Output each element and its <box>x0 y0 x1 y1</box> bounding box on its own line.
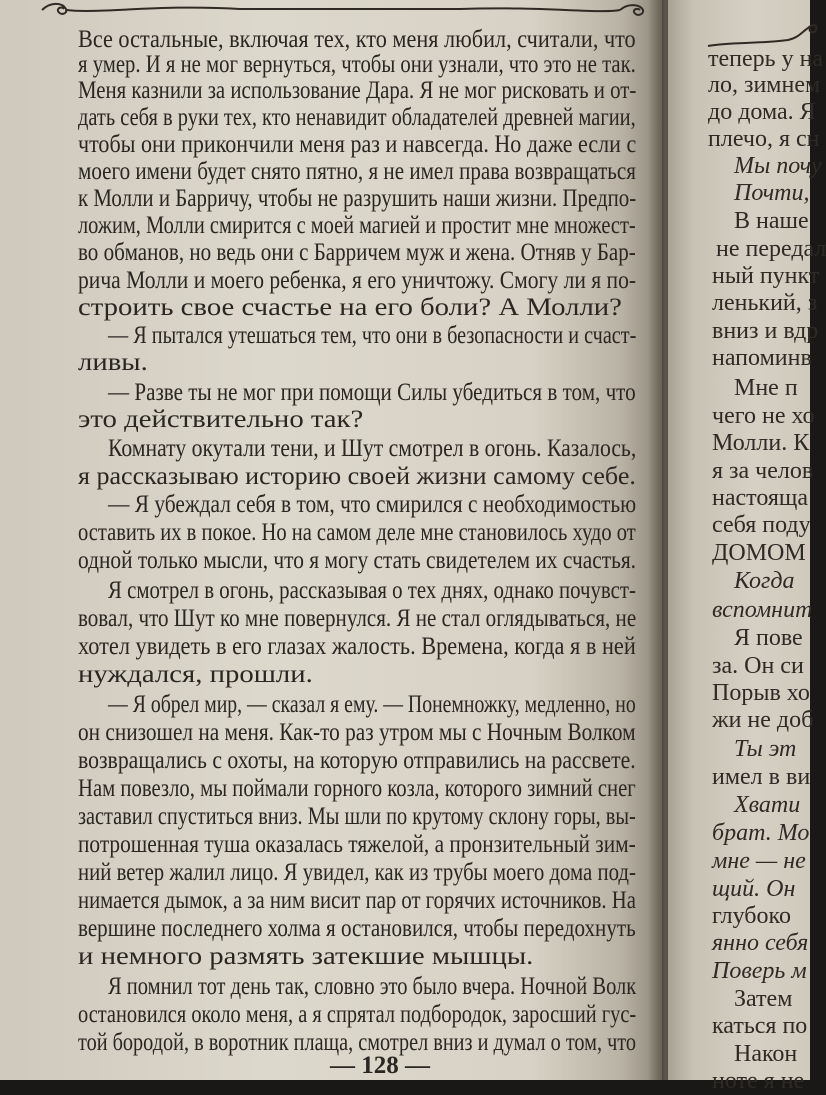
text-line: нуждался, прошли. <box>78 661 313 688</box>
text-line: — Я убеждал себя в том, что смирился с необходимостью <box>108 491 637 518</box>
text-line-fragment: Порыв хо <box>712 680 810 706</box>
text-line: он снизошел на меня. Как-то раз утром мы с Ночным Волком <box>78 719 636 746</box>
text-line-fragment: Затем <box>734 986 793 1012</box>
text-line-fragment: ДОМОМ <box>712 540 806 566</box>
text-line: хотел увидеть в его глазах жалость. Времена, когда я в ней <box>78 633 636 660</box>
text-line-fragment: ноте я не <box>712 1068 805 1094</box>
text-line-fragment: Хвати <box>734 792 801 818</box>
text-line-fragment: Молли. К <box>712 430 810 456</box>
text-line: Нам повезло, мы поймали горного козла, которого зимний снег <box>78 775 636 802</box>
text-line: нимается дымок, а за ним висит пар от горячих источников. На <box>78 887 636 914</box>
text-line-fragment: не передал <box>716 236 826 262</box>
text-line-fragment: себя поду <box>712 512 811 538</box>
text-line-fragment: брат. Мо <box>712 820 810 846</box>
text-line-fragment: Поверь м <box>712 958 807 984</box>
text-line-fragment: за. Он си <box>712 653 804 679</box>
text-line: той бородой, в воротник плаща, смотрел вниз и думал о том, что <box>78 1029 636 1056</box>
text-line-fragment: вниз и вдр <box>712 318 819 344</box>
text-line-fragment: В наше <box>734 208 809 234</box>
text-line: дать себя в руки тех, кто ненавидит обладателей древней магии, <box>78 104 636 131</box>
text-line: чтобы они прикончили меня раз и навсегда. Но даже если с <box>78 131 637 158</box>
text-line: я рассказываю историю своей жизни самому себе. <box>78 463 636 490</box>
text-line: и немного размять затекшие мышцы. <box>78 943 534 970</box>
text-line-fragment: мне — не <box>712 848 806 874</box>
text-line: Меня казнили за использование Дара. Я не мог рисковать и от- <box>78 77 637 104</box>
text-line-fragment: чего не хо <box>712 403 815 429</box>
text-line-fragment: настояща <box>712 485 809 511</box>
text-line-fragment: каться по <box>712 1013 808 1039</box>
text-line-fragment: Когда <box>734 568 795 594</box>
right-page <box>668 0 826 1094</box>
text-line: рича Молли и моего ребенка, я его уничтожу. Смогу ли я по- <box>78 267 637 294</box>
text-line: Я смотрел в огонь, рассказывая о тех днях, однако почувст- <box>108 577 636 604</box>
text-line-fragment: Почти, <box>734 180 810 206</box>
text-line: — Разве ты не мог при помощи Силы убедиться в том, что <box>108 379 636 406</box>
text-line: ливы. <box>78 349 148 376</box>
text-line: это действительно так? <box>78 406 364 433</box>
header-ornament <box>40 0 646 20</box>
text-line-fragment: напоминв <box>712 345 812 371</box>
text-line: строить свое счастье на его боли? А Молли? <box>78 294 622 321</box>
text-line: остановился около меня, а я спрятал подбородок, заросший гус- <box>78 1001 637 1028</box>
text-line-fragment: вспомнит <box>712 597 813 623</box>
text-line: моего имени будет снято пятно, я не имел права возвращаться <box>78 158 636 185</box>
text-line: возвращались с охоты, на которую отправились на рассвете. <box>78 747 636 774</box>
text-line: ложим, Молли смирится с моей магией и простит мне множест- <box>78 212 636 239</box>
text-line-fragment: жи не доб <box>712 707 814 733</box>
page-number: — 128 — <box>330 1052 430 1079</box>
text-line: одной только мысли, что я могу стать свидетелем их счастья. <box>78 547 637 574</box>
text-line-fragment: до дома. Я <box>708 99 816 125</box>
text-line: ний ветер жалил лицо. Я увидел, как из трубы моего дома под- <box>78 859 636 886</box>
text-line-fragment: Мне п <box>734 375 798 401</box>
text-line-fragment: Ты эт <box>734 736 797 762</box>
text-line-fragment: теперь у на <box>708 46 824 72</box>
text-line-fragment: Я пове <box>734 625 803 651</box>
text-line-fragment: глубоко <box>712 903 791 929</box>
text-line-fragment: щий. Он <box>712 876 796 902</box>
text-line-fragment: ленький, з <box>712 290 818 316</box>
text-line: во обманов, но ведь они с Барричем муж и жена. Отняв у Бар- <box>78 239 636 266</box>
text-line-fragment: янно себя <box>712 930 809 956</box>
text-line: — Я обрел мир, — сказал я ему. — Понемножку, медленно, но <box>108 691 636 718</box>
text-line: заставил спуститься вниз. Мы шли по крутому склону горы, вы- <box>78 803 636 830</box>
text-line-fragment: Након <box>734 1041 798 1067</box>
text-line-fragment: имел в ви <box>712 764 811 790</box>
text-line-fragment: ный пункт <box>712 263 820 289</box>
text-line: к Молли и Барричу, чтобы не разрушить наши жизни. Предпо- <box>78 185 637 212</box>
text-line: — Я пытался утешаться тем, что они в безопасности и счаст- <box>108 322 637 349</box>
text-line-fragment: Мы почу <box>734 153 822 179</box>
text-line: Я помнил тот день так, словно это было вчера. Ночной Волк <box>108 973 637 1000</box>
text-line: потрошенная туша оказалась тяжелой, а пронзительный зим- <box>78 831 636 858</box>
text-line: вершине последнего холма я остановился, чтобы передохнуть <box>78 915 636 942</box>
text-line-fragment: плечо, я сн <box>708 126 820 152</box>
text-line: Комнату окутали тени, и Шут смотрел в огонь. Казалось, <box>108 435 637 462</box>
text-line: Все остальные, включая тех, кто меня любил, считали, что <box>78 26 636 53</box>
text-line: вовал, что Шут ко мне повернулся. Я не стал оглядываться, не <box>78 605 637 632</box>
text-line: оставить их в покое. Но на самом деле мне становилось худо от <box>78 519 636 546</box>
text-line-fragment: я за челов <box>712 458 814 484</box>
text-line-fragment: ло, зимнем <box>708 72 821 98</box>
text-line: я умер. И я не мог вернуться, чтобы они узнали, что это не так. <box>78 51 636 78</box>
